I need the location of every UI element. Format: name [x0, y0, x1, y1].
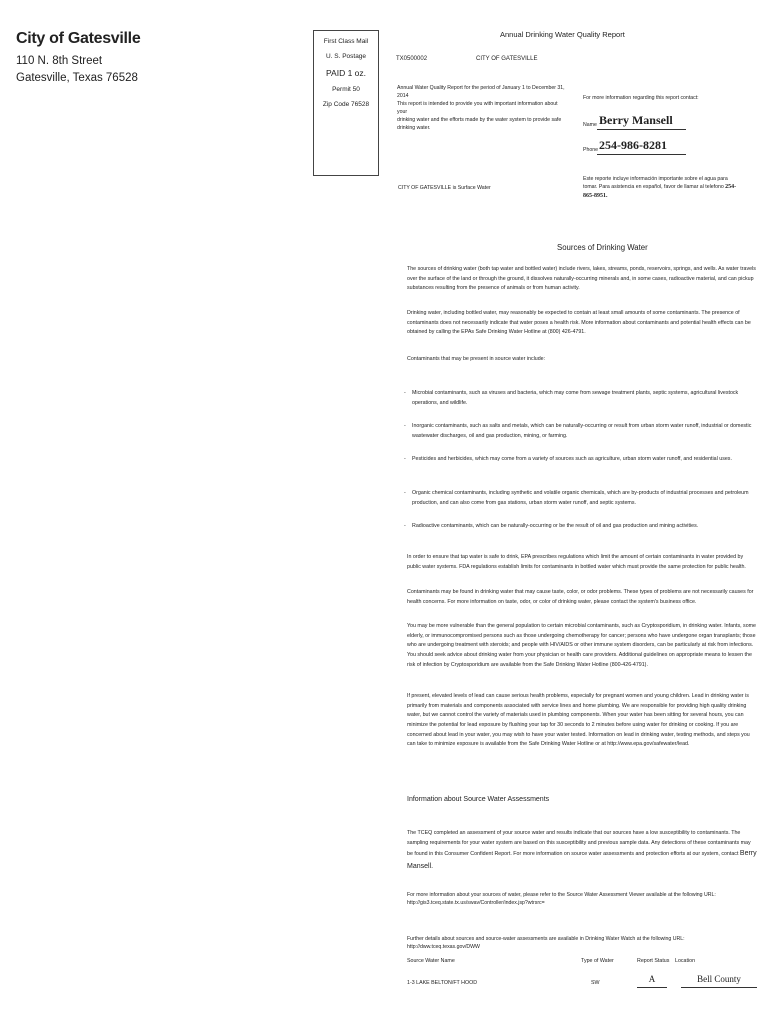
sources-paragraph: The sources of drinking water (both tap water and bottled water) include rivers, lakes, streams, ponds, reservoirs, springs, and wells. As water travels over the surface of the land or through the ground, it dissolves naturally-occurring minerals and, in some cases, radioactive material, and can pickup substances resulting from the presence of animals or from human activity. [407, 266, 756, 292]
system-name: CITY OF GATESVILLE [476, 56, 538, 62]
contact-intro: For more information regarding this report contact: [583, 95, 699, 101]
contact-phone: 254-986-8281 [599, 138, 667, 152]
table-header: Report Status [637, 958, 670, 964]
report-title: Annual Drinking Water Quality Report [500, 30, 625, 39]
postage-line: U. S. Postage [325, 53, 367, 61]
table-row [405, 974, 760, 990]
table-header: Source Water Name [407, 958, 455, 964]
spanish-notice [583, 175, 738, 202]
phone-label: Phone [583, 146, 599, 153]
lead-paragraph: If present, elevated levels of lead can cause serious health problems, especially for pregnant women and young children. Lead in drinking water is primarily from materials and components associated with service lines and home plumbing. We are responsible for providing high quality drinking water, but we cannot control the variety of materials used in plumbing components. When your water has been sitting for several hours, you can minimize the potential for lead exposure by flushing your tap for 30 seconds to 2 minutes before using water for drinking or cooking. If you are concerned about lead in your water, you may wish to have your water tested. Information on lead in drinking water, testing methods, and steps you can take to minimize exposure is available from the Safe Drinking Water Hotline or at http://www.epa.gov/safewater/lead. [407, 693, 750, 748]
table-cell: 1-3 LAKE BELTON/FT HOOD [407, 980, 478, 986]
report-status: A [648, 974, 656, 984]
contaminant-bullet: - Radioactive contaminants, which can be naturally-occurring or be the result of oil and gas production and mining activities. [404, 522, 757, 532]
contaminant-bullet: - Microbial contaminants, such as viruses and bacteria, which may come from sewage treatment plants, septic systems, agricultural livestock operations, and wildlife. [404, 389, 757, 408]
swav-note: For more information about your sources of water, please refer to the Source Water Assessment Viewer available at the following URL: http://gis3.tceq.state.tx.us/swav/Controller/index.jsp?wtrsrc= [407, 892, 716, 907]
postage-line: First Class Mail [323, 38, 369, 45]
postage-line: Permit 50 [332, 85, 360, 93]
spanish-phone: 254-865-8951. [583, 184, 737, 200]
bullet-text: Microbial contaminants, such as viruses and bacteria, which may come from sewage treatment plants, septic systems, agricultural livestock operations, and wildlife. [412, 390, 739, 406]
sources-paragraph: In order to ensure that tap water is safe to drink, EPA prescribes regulations which limit the amount of certain contaminants in water provided by public water systems. FDA regulations establish limits for contaminants in bottled water which must provide the same protection for public health. [407, 554, 746, 570]
name-label: Name [583, 121, 597, 128]
bullet-text: Pesticides and herbicides, which may come from a variety of sources such as agriculture, urban storm water runoff, and residential uses. [412, 456, 732, 462]
sources-paragraph: Drinking water, including bottled water, may reasonably be expected to contain at least small amounts of some contaminants. The presence of contaminants does not necessarily indicate that water poses a health risk. More information about contaminants and potential health effects can be obtained by calling the EPAs Safe Drinking Water Hotline at (800) 426-4791. [407, 310, 751, 336]
sources-paragraph: Contaminants may be found in drinking water that may cause taste, color, or odor problems. These types of problems are not necessarily causes for health concerns. For more information on taste, odor, or color of drinking water, please contact the system's business office. [407, 589, 754, 605]
location: Bell County [697, 974, 741, 984]
contact-name-row [583, 114, 686, 130]
water-type-note: CITY OF GATESVILLE is Surface Water [398, 185, 491, 191]
bullet-text: Radioactive contaminants, which can be naturally-occurring or be the result of oil and gas production and mining activities. [412, 523, 699, 529]
bullet-text: Organic chemical contaminants, including synthetic and volatile organic chemicals, which are by-products of industrial processes and petroleum production, and can also come from gas stations, urban storm water runoff, and septic systems. [412, 490, 749, 506]
assessment-text: The TCEQ completed an assessment of your source water and results indicate that our sources have a low susceptibility to contaminants. The sampling requirements for your water system are based on this susceptibility and previous sample data. Any detections of these contaminants may be found in this Consumer Confident Report. For more information on source water assessments and protection efforts at our system, contact [407, 830, 751, 858]
bullet-text: Inorganic contaminants, such as salts and metals, which can be naturally-occurring or result from urban storm water runoff, industrial or domestic wastewater discharges, oil and gas production, mining, or farming. [412, 423, 752, 439]
contact-phone-row [583, 139, 686, 155]
report-period-text: Annual Water Quality Report for the period of January 1 to December 31, 2014 This report is intended to provide you with important information about your drinking water and the efforts made by the water system to provide safe drinking water. [397, 85, 565, 132]
sender-city-state-zip: Gatesville, Texas 76528 [16, 72, 138, 84]
sources-paragraph: You may be more vulnerable than the general population to certain microbial contaminants, such as Cryptosporidium, in drinking water. Infants, some elderly, or immunocompromised persons such as those undergoing chemotherapy for cancer; persons who have undergone organ transplants; those who are undergoing treatment with steroids; and people with HIV/AIDS or other immune system disorders, can be particularly at risk from infections. You should seek advice about drinking water from your physician or health care providers. Additional guidelines on appropriate means to lessen the risk of infection by Cryptosporidium are available from the Safe Drinking Water Hotline (800-426-4791). [407, 623, 756, 668]
system-id: TX0500002 [396, 56, 428, 62]
postage-line: Zip Code 76528 [322, 101, 370, 108]
postage-line: PAID 1 oz. [326, 68, 366, 79]
sources-paragraph: Contaminants that may be present in source water include: [407, 356, 546, 362]
assessments-paragraph [407, 829, 757, 874]
assessment-contact: Berry Mansell. [407, 850, 757, 870]
sources-title: Sources of Drinking Water [557, 243, 648, 252]
sender-street: 110 N. 8th Street [16, 55, 103, 67]
table-header: Location [675, 958, 696, 964]
postage-indicia [313, 30, 379, 176]
dww-note: Further details about sources and source-water assessments are available in Drinking Water Watch at the following URL: http://dww.tceq.texas.gov/DWW [407, 936, 685, 951]
contact-name: Berry Mansell [599, 113, 673, 127]
table-header: Type of Water [581, 958, 614, 964]
sender-name: City of Gatesville [16, 30, 141, 47]
table-cell: SW [591, 980, 600, 986]
spanish-text: Este reporte incluye información importante sobre el agua para tomar. Para asistencia en español, favor de llamar al telefono [583, 176, 728, 191]
contaminant-bullet: - Pesticides and herbicides, which may come from a variety of sources such as agriculture, urban storm water runoff, and residential uses. [404, 455, 757, 465]
assessments-title: Information about Source Water Assessments [407, 796, 550, 803]
contaminant-bullet: - Organic chemical contaminants, including synthetic and volatile organic chemicals, which are by-products of industrial processes and petroleum production, and can also come from gas stations, urban storm water runoff, and septic systems. [404, 489, 757, 508]
contaminant-bullet: - Inorganic contaminants, such as salts and metals, which can be naturally-occurring or result from urban storm water runoff, industrial or domestic wastewater discharges, oil and gas production, mining, or farming. [404, 422, 757, 441]
